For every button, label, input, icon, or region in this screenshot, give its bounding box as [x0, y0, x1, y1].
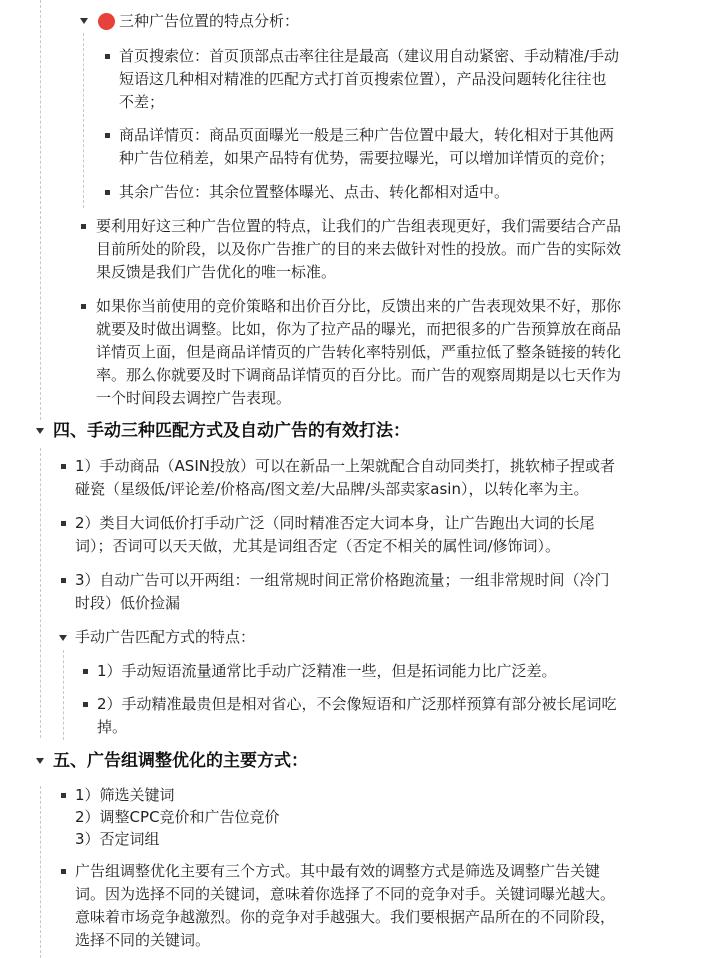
- paragraph-line: 广告组调整优化主要有三个方式。其中最有效的调整方式是筛选及调整广告关键: [75, 862, 601, 880]
- list-item-line: 2）类目大词低价打手动广泛（同时精准否定大词本身，让广告跑出大词的长尾: [75, 514, 595, 532]
- list-item-line: 1）手动商品（ASIN投放）可以在新品一上架就配合自动同类打，挑软柿子捏或者: [75, 457, 615, 475]
- method-line: 1）筛选关键词: [75, 786, 175, 804]
- section-heading: 四、手动三种匹配方式及自动广告的有效打法：: [53, 421, 410, 441]
- paragraph-line: 果反馈是我们广告优化的唯一标准。: [96, 263, 337, 281]
- collapse-toggle-icon[interactable]: [36, 758, 44, 764]
- indent-guide: [83, 33, 84, 208]
- list-item-line: 碰瓷（星级低/评论差/价格高/图文差/大品牌/头部卖家asin），以转化率为主。: [75, 480, 589, 498]
- list-item-line: 不差；: [119, 93, 165, 111]
- list-item-line: 时段）低价捡漏: [75, 594, 181, 612]
- indent-guide: [40, 448, 41, 738]
- bullet-icon: [81, 224, 86, 229]
- paragraph-line: 词。因为选择不同的关键词，意味着你选择了不同的竞争对手。关键词曝光越大。: [75, 885, 616, 903]
- sub-heading: 三种广告位置的特点分析：: [119, 12, 300, 30]
- method-line: 2）调整CPC竞价和广告位竞价: [75, 808, 280, 826]
- indent-guide: [40, 786, 41, 958]
- method-line: 3）否定词组: [75, 830, 160, 848]
- bullet-icon: [105, 190, 110, 195]
- paragraph-line: 详情页上面，但是商品详情页的广告转化率特别低，严重拉低了整条链接的转化: [96, 343, 622, 361]
- collapse-toggle-icon[interactable]: [59, 635, 67, 641]
- paragraph-line: 意味着市场竞争越激烈。你的竞争对手越强大。我们要根据产品所在的不同阶段，: [75, 908, 616, 926]
- bullet-icon: [61, 793, 66, 798]
- bullet-icon: [61, 578, 66, 583]
- list-item-line: 掉。: [97, 718, 128, 736]
- paragraph-line: 率。那么你就要及时下调商品详情页的百分比。而广告的观察周期是以七天作为: [96, 366, 622, 384]
- red-circle-icon: [98, 13, 115, 30]
- list-item-line: 3）自动广告可以开两组：一组常规时间正常价格跑流量；一组非常规时间（冷门: [75, 571, 610, 589]
- bullet-icon: [83, 669, 88, 674]
- bullet-icon: [81, 304, 86, 309]
- list-item-line: 种广告位稍差，如果产品特有优势，需要拉曝光，可以增加详情页的竞价；: [119, 149, 615, 167]
- paragraph-line: 如果你当前使用的竞价策略和出价百分比，反馈出来的广告表现效果不好，那你: [96, 297, 622, 315]
- bullet-icon: [61, 869, 66, 874]
- bullet-icon: [61, 521, 66, 526]
- collapse-toggle-icon[interactable]: [36, 428, 44, 434]
- paragraph-line: 就要及时做出调整。比如，你为了拉产品的曝光，而把很多的广告预算放在商品: [96, 320, 622, 338]
- list-item-line: 2）手动精准最贵但是相对省心，不会像短语和广泛那样预算有部分被长尾词吃: [97, 695, 617, 713]
- bullet-icon: [61, 464, 66, 469]
- paragraph-line: 一个时间段去调控广告表现。: [96, 389, 292, 407]
- paragraph-line: 选择不同的关键词。: [75, 931, 211, 949]
- sub-heading: 手动广告匹配方式的特点：: [75, 628, 256, 646]
- bullet-icon: [83, 702, 88, 707]
- list-item-line: 其余广告位：其余位置整体曝光、点击、转化都相对适中。: [119, 183, 510, 201]
- bullet-icon: [105, 54, 110, 59]
- list-item-line: 首页搜索位：首页顶部点击率往往是最高（建议用自动紧密、手动精准/手动: [119, 47, 620, 65]
- paragraph-line: 要利用好这三种广告位置的特点，让我们的广告组表现更好，我们需要结合产品: [96, 217, 622, 235]
- indent-guide: [63, 650, 64, 740]
- list-item-line: 1）手动短语流量通常比手动广泛精准一些，但是拓词能力比广泛差。: [97, 662, 557, 680]
- list-item-line: 词）；否词可以天天做，尤其是词组否定（否定不相关的属性词/修饰词）。: [75, 537, 561, 555]
- indent-guide: [40, 0, 41, 420]
- collapse-toggle-icon[interactable]: [80, 18, 88, 24]
- paragraph-line: 目前所处的阶段，以及你广告推广的目的来去做针对性的投放。而广告的实际效: [96, 240, 622, 258]
- list-item-line: 商品详情页：商品页面曝光一般是三种广告位置中最大，转化相对于其他两: [119, 126, 615, 144]
- bullet-icon: [105, 133, 110, 138]
- list-item-line: 短语这几种相对精准的匹配方式打首页搜索位置），产品没问题转化往往也: [119, 70, 607, 88]
- section-heading: 五、广告组调整优化的主要方式：: [53, 751, 308, 771]
